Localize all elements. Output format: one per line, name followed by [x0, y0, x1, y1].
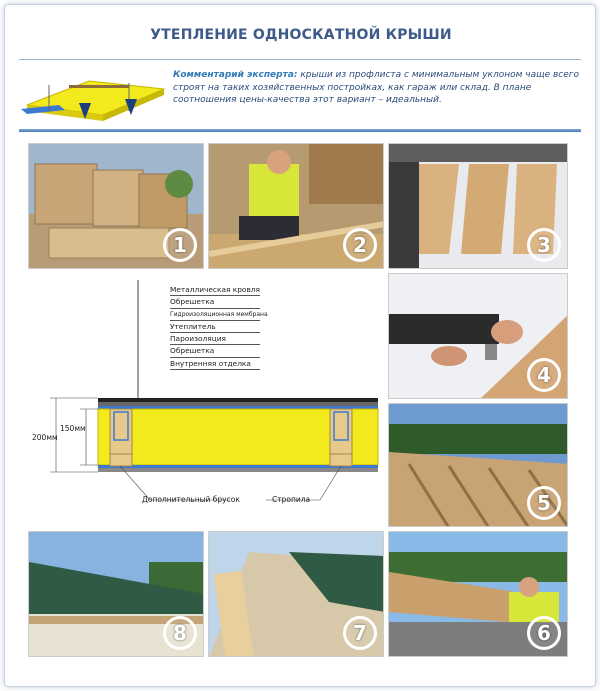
title-divider: [19, 59, 581, 60]
layer-label: Пароизоляция: [170, 333, 260, 345]
photo-step-1: [28, 143, 204, 269]
dimension-inner: 150мм: [60, 424, 86, 433]
dimension-outer: 200мм: [32, 433, 58, 442]
step-number-badge: 4: [527, 358, 561, 392]
step-number-badge: 1: [163, 228, 197, 262]
layer-label: Обрешетка: [170, 296, 260, 308]
photo-step-7: [208, 531, 384, 657]
photo-step-8: [28, 531, 204, 657]
layer-label: Утеплитель: [170, 321, 260, 333]
step-number-badge: 3: [527, 228, 561, 262]
expert-comment-label: Комментарий эксперта:: [173, 70, 298, 80]
photo-step-6: [388, 531, 568, 657]
photo-step-2: [208, 143, 384, 269]
step-number-badge: 2: [343, 228, 377, 262]
photo-step-5: [388, 403, 568, 527]
photo-step-4: [388, 273, 568, 399]
step-number-badge: 5: [527, 486, 561, 520]
layer-label: Обрешетка: [170, 345, 260, 357]
layer-label: Металлическая кровля: [170, 284, 260, 296]
layer-legend: [170, 284, 268, 370]
step-number-badge: 8: [163, 616, 197, 650]
step-number-badge: 6: [527, 616, 561, 650]
photo-step-3: [388, 143, 568, 269]
label-additional-bar: Дополнительный брусок: [142, 495, 240, 504]
step-number-badge: 7: [343, 616, 377, 650]
layer-label: Внутренняя отделка: [170, 358, 260, 370]
layer-label: Гидроизоляционная мембрана: [170, 309, 260, 321]
expert-comment: [173, 69, 583, 107]
label-rafter: Стропила: [272, 495, 311, 504]
section-divider: [19, 129, 581, 132]
insulation-panel-illustration: [19, 63, 169, 125]
expert-comment-text: крыши из профлиста с минимальным уклоном чаще всего строят на таких хозяйственных постройках, как гараж или склад. В плане соотношения цены-качества этот вариант – идеальный.: [173, 70, 579, 105]
page-title: УТЕПЛЕНИЕ ОДНОСКАТНОЙ КРЫШИ: [150, 27, 452, 43]
